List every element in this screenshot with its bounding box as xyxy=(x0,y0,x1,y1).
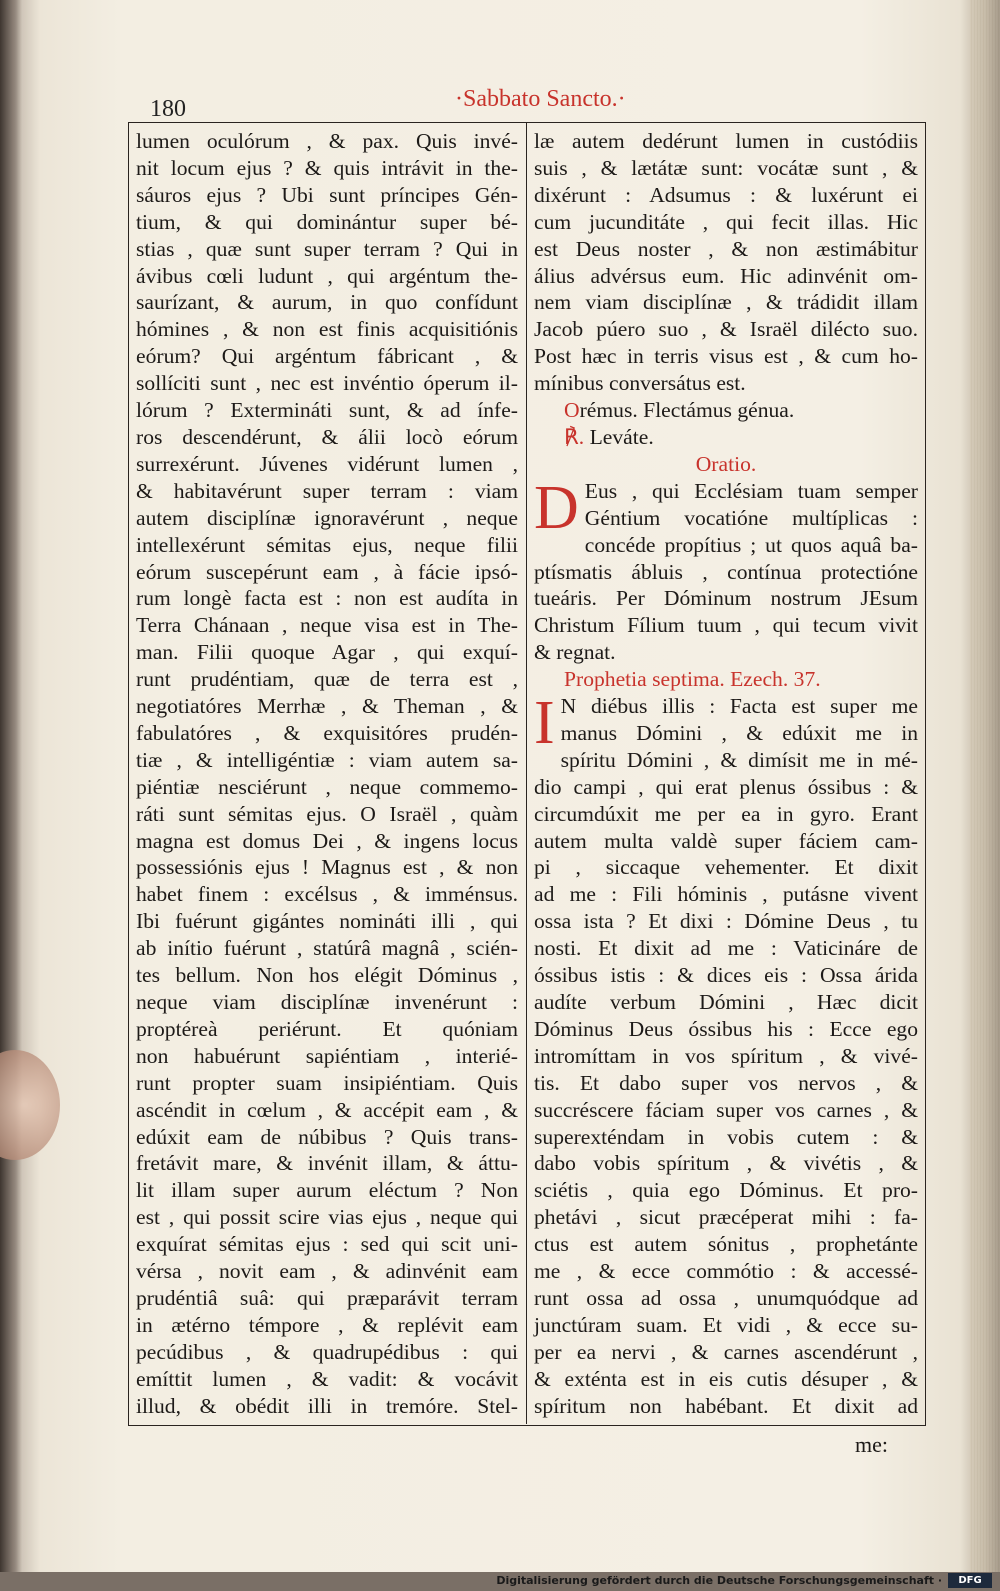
prophecy-line: tis. Et dabo super vos nervos , & xyxy=(534,1070,918,1095)
left-column-line: tes bellum. Non hos elégit Dóminus , xyxy=(136,963,518,988)
left-column-line: saurízant, & aurum, in quo confídunt xyxy=(136,290,518,315)
right-column-line: dixérunt : Adsumus : & luxérunt ei xyxy=(534,182,918,207)
right-column-line: suis , & lætátæ sunt: vocátæ sunt , & xyxy=(534,155,918,180)
left-column-line: emíttit lumen , & vadit: & vocávit xyxy=(136,1366,518,1391)
prophecy-line: pi , siccaque vehementer. Et dixit xyxy=(534,855,918,880)
prophecy-line: junctúram suam. Et vidi , & ecce su- xyxy=(534,1312,918,1337)
prophecy-line: N diébus illis : Facta est super me xyxy=(560,694,918,719)
page-number: 180 xyxy=(150,96,186,122)
prayer-line: Géntium vocatióne multíplicas : xyxy=(584,505,918,530)
right-column-line: Jacob púero suo , & Israël dilécto suo. xyxy=(534,317,918,342)
prophecy-line: succréscere fáciam super vos carnes , & xyxy=(534,1097,918,1122)
left-column-line: tium, & qui dominántur super bé- xyxy=(136,209,518,234)
left-column-line: sollíciti sunt , nec est invéntio óperum il- xyxy=(136,371,518,396)
prophecy-line: superexténdam in vobis cutem : & xyxy=(534,1124,918,1149)
left-column-line: rum longè facta est : non est audíta in xyxy=(136,586,518,611)
left-column-line: eórum? Qui argéntum fábricant , & xyxy=(136,344,518,369)
prophecy-line: ossa ista ? Et dixi : Dómine Deus , tu xyxy=(534,909,918,934)
prophecy-line: runt ossa ad ossa , unumquódque ad xyxy=(534,1285,918,1310)
prayer-lines xyxy=(534,473,918,666)
left-column-line: magna est domus Dei , & ingens locus xyxy=(136,828,518,853)
left-column-line: runt prudéntiam, quæ de terra est , xyxy=(136,667,518,692)
left-column-line: lumen oculórum , & pax. Quis invé- xyxy=(136,129,518,153)
spine-shadow xyxy=(0,0,22,1572)
left-column-line: surrexérunt. Júvenes vidérunt lumen , xyxy=(136,451,518,476)
prophecy-line: intromíttam in vos spíritum , & vivé- xyxy=(534,1043,918,1068)
prophecy-heading: Prophetia septima. Ezech. 37. xyxy=(564,667,821,692)
scanner-thumb xyxy=(0,1050,60,1160)
left-column-line: exquírat sémitas ejus : sed qui scit uni- xyxy=(136,1232,518,1257)
prayer-dropcap: D xyxy=(534,473,579,542)
right-column-line: cum jucunditáte , qui fecit illas. Hic xyxy=(534,209,918,234)
right-column-line: mínibus conversátus est. xyxy=(534,371,746,396)
oremus-line xyxy=(534,397,918,424)
dfg-logo: DFG xyxy=(948,1573,992,1588)
left-column-line: autem disciplínæ ignoravérunt , neque xyxy=(136,505,518,530)
left-column-line: runt propter suam insipiéntiam. Quis xyxy=(136,1070,518,1095)
response-text: Leváte. xyxy=(589,424,654,449)
left-column-line: negotiatóres Merrhæ , & Theman , & xyxy=(136,694,518,719)
response-symbol: ℟. xyxy=(564,424,585,449)
left-column-line: non habuérunt sapiéntiam , interié- xyxy=(136,1043,518,1068)
left-column-line: fabulatóres , & exquisitóres prudén- xyxy=(136,720,518,745)
prophecy-line: manus Dómini , & edúxit me in xyxy=(560,720,918,745)
left-column-line: possessiónis ejus ! Magnus est , & non xyxy=(136,855,518,880)
prophecy-line: phetávi , sicut præcéperat mihi : fa- xyxy=(534,1205,918,1230)
left-column-line: habet finem : excélsus , & imménsus. xyxy=(136,882,518,907)
response-line xyxy=(534,424,918,451)
left-column-line: ros descendérunt, & álii locò eórum xyxy=(136,424,518,449)
left-column-line: tiæ , & intelligéntiæ : viam autem sa- xyxy=(136,747,518,772)
prophecy-line: per ea nervi , & carnes ascendérunt , xyxy=(534,1339,918,1364)
left-column-line: illud, & obédit illi in tremóre. Stel- xyxy=(136,1393,518,1418)
left-column-line: neque viam disciplínæ invenérunt : xyxy=(136,990,518,1014)
left-column xyxy=(136,128,518,1420)
prayer-line: tueáris. Per Dóminum nostrum JEsum xyxy=(534,586,918,611)
left-column-line: stias , quæ sunt super terram ? Qui in xyxy=(136,236,518,261)
prophecy-dropcap: I xyxy=(534,689,555,758)
left-column-line: proptéreà periérunt. Et quóniam xyxy=(136,1016,518,1041)
prophecy-line: nosti. Et dixit ad me : Vaticináre de xyxy=(534,936,918,961)
right-column-line: álius advérsus eum. Hic adinvénit om- xyxy=(534,263,918,288)
prophecy-line: me , & ecce commótio : & accessé- xyxy=(534,1259,918,1284)
prayer-line: ptísmatis ábluis , contínua protectióne xyxy=(534,559,918,584)
left-column-line: nit locum ejus ? & quis intrávit in the- xyxy=(136,155,518,180)
prophecy-line: Dóminus Deus óssibus his : Ecce ego xyxy=(534,1016,918,1041)
catchword: me: xyxy=(855,1432,888,1457)
prophecy-line: ctus est autem sónitus , prophetánte xyxy=(534,1232,918,1257)
prayer-line: & regnat. xyxy=(534,640,616,665)
prophecy-line: spíritu Dómini , & dimísit me in mé- xyxy=(560,747,918,772)
left-column-line: intellexérunt sémitas ejus, neque filii xyxy=(136,532,518,557)
oratio-heading: Oratio. xyxy=(695,451,757,476)
right-column-line: Post hæc in terris visus est , & cum ho- xyxy=(534,344,918,369)
right-column-top-text xyxy=(534,128,918,397)
left-column-line: ascéndit in cœlum , & accépit eam , & xyxy=(136,1097,518,1122)
left-column-line: & habitavérunt super terram : viam xyxy=(136,478,518,503)
left-column-line: pecúdibus , & quadrupédibus : qui xyxy=(136,1339,518,1364)
left-column-line: hómines , & non est finis acquisitiónis xyxy=(136,317,518,342)
right-column-line: nem viam disciplínæ , & trádidit illam xyxy=(534,290,918,315)
prophecy-line: dio campi , qui erat plenus óssibus : & xyxy=(534,774,918,799)
prophecy-line: spíritum non habébant. Et dixit ad xyxy=(534,1393,918,1418)
prophecy-line: óssibus istis : & dices eis : Ossa árida xyxy=(534,963,918,988)
prayer-block xyxy=(534,473,918,666)
left-column-line: est , qui possit scire vias ejus , neque qui xyxy=(136,1205,518,1230)
running-title: ·Sabbato Sancto.· xyxy=(455,86,626,112)
left-column-line: sáuros ejus ? Ubi sunt príncipes Gén- xyxy=(136,182,518,207)
prophecy-line: sciétis , quia ego Dóminus. Et pro- xyxy=(534,1178,918,1203)
prophecy-line: circumdúxit me per ea in gyro. Erant xyxy=(534,801,918,826)
left-column-line: lit illam super aurum eléctum ? Non xyxy=(136,1178,518,1203)
left-column-line: lórum ? Extermináti sunt, & ad ínfe- xyxy=(136,398,518,423)
prayer-line: Christum Fílium tuum , qui tecum vivit xyxy=(534,613,918,638)
prophecy-line: autem multa valdè super fáciem cam- xyxy=(534,828,918,853)
right-column-line: læ autem dedérunt lumen in custódiis xyxy=(534,129,918,153)
prayer-line: concéde propítius ; ut quos aquâ ba- xyxy=(584,532,918,557)
prophecy-line: dabo vobis spíritum , & vivétis , & xyxy=(534,1151,918,1176)
left-column-line: ab inítio fuérunt , statúrâ magnâ , scién- xyxy=(136,936,518,961)
left-column-line: eórum suscepérunt eam , à fácie ipsó- xyxy=(136,559,518,584)
left-column-line: ráti sunt sémitas ejus. O Israël , quàm xyxy=(136,801,518,826)
prophecy-line: & exténta est in eis cutis désuper , & xyxy=(534,1366,918,1391)
prophecy-line: ad me : Fili hóminis , putásne vivent xyxy=(534,882,918,907)
left-column-line: Terra Chánaan , neque visa est in The- xyxy=(136,613,518,638)
left-column-line: fretávit mare, & invénit illam, & áttu- xyxy=(136,1151,518,1176)
prophecy-lines xyxy=(534,689,918,1419)
left-column-line: prudéntiâ suâ: qui præparávit terram xyxy=(136,1285,518,1310)
left-column-line: piéntiæ nesciérunt , neque commemo- xyxy=(136,774,518,799)
prophecy-block xyxy=(534,689,918,1419)
left-column-line: Ibi fuérunt gigántes nomináti illi , qui xyxy=(136,909,518,934)
funding-notice: Digitalisierung gefördert durch die Deutsche Forschungsgemeinschaft · xyxy=(496,1574,942,1587)
left-column-line: ávibus cœli ludunt , qui argéntum the- xyxy=(136,263,518,288)
right-column xyxy=(534,128,918,1420)
right-column-line: est Deus noster , & non æstimábitur xyxy=(534,236,918,261)
oremus-text: rémus. Flectámus génua. xyxy=(579,398,795,423)
column-divider xyxy=(526,122,527,1424)
left-column-line: in ætérno témpore , & replévit eam xyxy=(136,1312,518,1337)
left-column-line: edúxit eam de núbibus ? Quis trans- xyxy=(136,1124,518,1149)
left-column-line: man. Filii quoque Agar , qui exquí- xyxy=(136,640,518,665)
left-column-line: vérsa , novit eam , & adinvénit eam xyxy=(136,1259,518,1284)
prophecy-line: audíte verbum Dómini , Hæc dicit xyxy=(534,990,918,1014)
prayer-line: Eus , qui Ecclésiam tuam semper xyxy=(584,478,918,503)
page-edge xyxy=(970,0,1000,1572)
oremus-initial: O xyxy=(564,398,580,423)
